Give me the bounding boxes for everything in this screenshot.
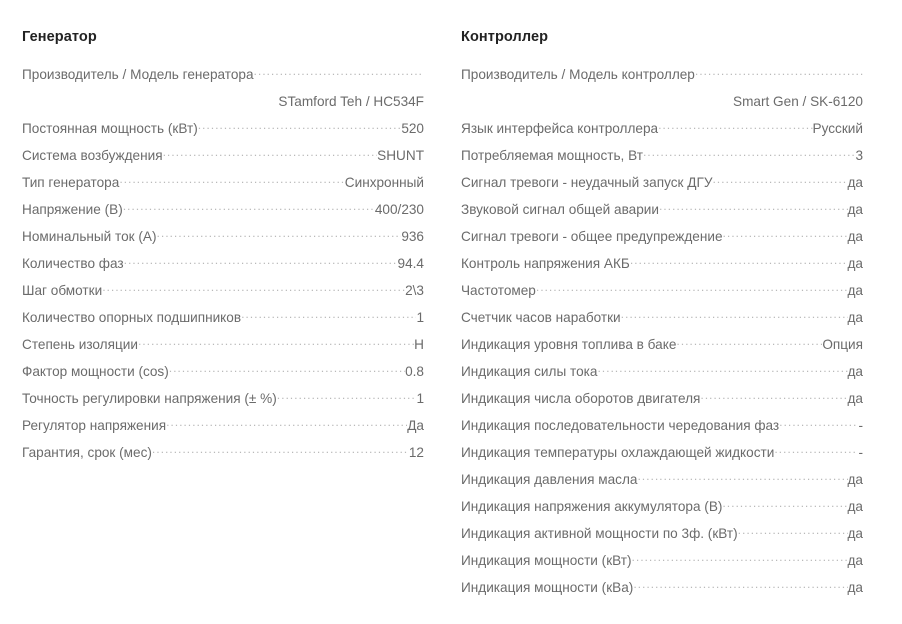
spec-label: Индикация уровня топлива в баке [461,337,677,352]
spec-value: да [847,364,863,379]
dot-leader [157,228,402,241]
spec-row [461,277,863,304]
spec-label: Индикация температуры охлаждающей жидкости [461,445,775,460]
spec-label: Точность регулировки напряжения (± %) [22,391,277,406]
spec-row [461,574,863,601]
spec-value: Русский [812,121,863,136]
spec-row [461,439,863,466]
dot-leader [152,444,409,457]
spec-row [461,520,863,547]
spec-row [22,169,424,196]
spec-label: Частотомер [461,283,536,298]
spec-row [22,304,424,331]
dot-leader [254,66,424,79]
spec-column-generator [22,28,424,466]
dot-leader [123,201,375,214]
spec-label: Индикация последовательности чередования фаз [461,418,780,433]
dot-leader [630,255,848,268]
spec-row [461,115,863,142]
column-heading-generator: Генератор [22,29,97,45]
spec-value: да [847,499,863,514]
spec-row [461,466,863,493]
spec-value: Да [407,418,424,433]
spec-value: SHUNT [377,148,424,163]
spec-label: Сигнал тревоги - неудачный запуск ДГУ [461,175,713,190]
dot-leader [632,552,848,565]
spec-row [461,169,863,196]
spec-row [461,304,863,331]
spec-label: Индикация мощности (кВт) [461,553,632,568]
spec-value: да [847,391,863,406]
spec-value: да [847,175,863,190]
spec-label: Степень изоляции [22,337,138,352]
spec-label: Индикация напряжения аккумулятора (В) [461,499,723,514]
spec-label: Гарантия, срок (мес) [22,445,152,460]
spec-label: Регулятор напряжения [22,418,167,433]
dot-leader [676,336,822,349]
spec-row [22,277,424,304]
spec-label: Номинальный ток (А) [22,229,157,244]
dot-leader [633,579,847,592]
dot-leader [637,471,847,484]
dot-leader [779,417,858,430]
spec-label: Количество опорных подшипников [22,310,242,325]
spec-row [22,331,424,358]
spec-list-generator [22,61,424,466]
dot-leader [124,255,398,268]
spec-value: 94.4 [397,256,424,271]
spec-label: Сигнал тревоги - общее предупреждение [461,229,723,244]
spec-label: Тип генератора [22,175,120,190]
spec-row [461,250,863,277]
spec-label: Производитель / Модель контроллер [461,67,695,82]
spec-value: Опция [822,337,863,352]
dot-leader [102,282,405,295]
spec-value: 3 [855,148,863,163]
dot-leader [163,147,378,160]
spec-row [461,412,863,439]
dot-leader [695,66,863,79]
spec-row [22,439,424,466]
spec-label: Постоянная мощность (кВт) [22,121,198,136]
spec-label: Напряжение (В) [22,202,123,217]
spec-value: 1 [416,310,424,325]
spec-value: да [847,256,863,271]
spec-row [461,61,863,115]
spec-row [22,412,424,439]
spec-value: Smart Gen / SK-6120 [733,94,863,109]
spec-row [22,196,424,223]
spec-value: да [847,229,863,244]
spec-row [461,385,863,412]
spec-label: Контроль напряжения АКБ [461,256,630,271]
spec-label: Потребляемая мощность, Вт [461,148,643,163]
spec-label: Индикация активной мощности по 3ф. (кВт) [461,526,738,541]
dot-leader [722,498,847,511]
spec-label: Счетчик часов наработки [461,310,621,325]
spec-label: Производитель / Модель генератора [22,67,254,82]
spec-value: STamford Teh / HC534F [278,94,424,109]
spec-row [22,115,424,142]
spec-row-line [461,61,863,88]
spec-row [22,358,424,385]
spec-value: 12 [408,445,424,460]
spec-row [22,385,424,412]
dot-leader [119,174,344,187]
spec-value: 0.8 [405,364,424,379]
dot-leader [166,417,407,430]
spec-row [22,142,424,169]
column-heading-controller: Контроллер [461,29,549,45]
spec-value: да [847,310,863,325]
spec-value: 2\3 [405,283,424,298]
spec-value: 936 [401,229,424,244]
dot-leader [659,201,848,214]
spec-row [461,142,863,169]
spec-value: да [847,526,863,541]
spec-row [22,223,424,250]
spec-value: да [847,553,863,568]
spec-label: Индикация числа оборотов двигателя [461,391,701,406]
spec-row [461,493,863,520]
spec-row [461,547,863,574]
dot-leader [621,309,848,322]
spec-label: Язык интерфейса контроллера [461,121,659,136]
spec-label: Система возбуждения [22,148,163,163]
spec-label: Индикация давления масла [461,472,638,487]
spec-value: да [847,202,863,217]
dot-leader [774,444,858,457]
dot-leader [643,147,855,160]
spec-label: Фактор мощности (cos) [22,364,169,379]
dot-leader [169,363,405,376]
spec-list-controller [461,61,863,601]
dot-leader [712,174,847,187]
spec-value: да [847,283,863,298]
spec-value: H [414,337,424,352]
spec-value: 520 [401,121,424,136]
spec-value: да [847,580,863,595]
dot-leader [723,228,848,241]
spec-label: Звуковой сигнал общей аварии [461,202,659,217]
dot-leader [738,525,848,538]
spec-row [461,331,863,358]
spec-row [22,250,424,277]
spec-value: 1 [416,391,424,406]
spec-label: Количество фаз [22,256,124,271]
dot-leader [700,390,847,403]
dot-leader [658,120,812,133]
dot-leader [241,309,416,322]
dot-leader [277,390,417,403]
dot-leader [536,282,848,295]
spec-label: Шаг обмотки [22,283,103,298]
spec-column-controller [461,28,863,601]
spec-label: Индикация мощности (кВа) [461,580,634,595]
spec-row [461,196,863,223]
spec-row [22,61,424,115]
spec-row [461,223,863,250]
spec-label: Индикация силы тока [461,364,598,379]
spec-row [461,358,863,385]
spec-value: - [858,445,863,460]
dot-leader [198,120,402,133]
spec-row-line [22,61,424,88]
dot-leader [597,363,847,376]
spec-value: да [847,472,863,487]
spec-value: - [858,418,863,433]
dot-leader [138,336,414,349]
spec-value: 400/230 [374,202,424,217]
spec-value: Синхронный [344,175,424,190]
